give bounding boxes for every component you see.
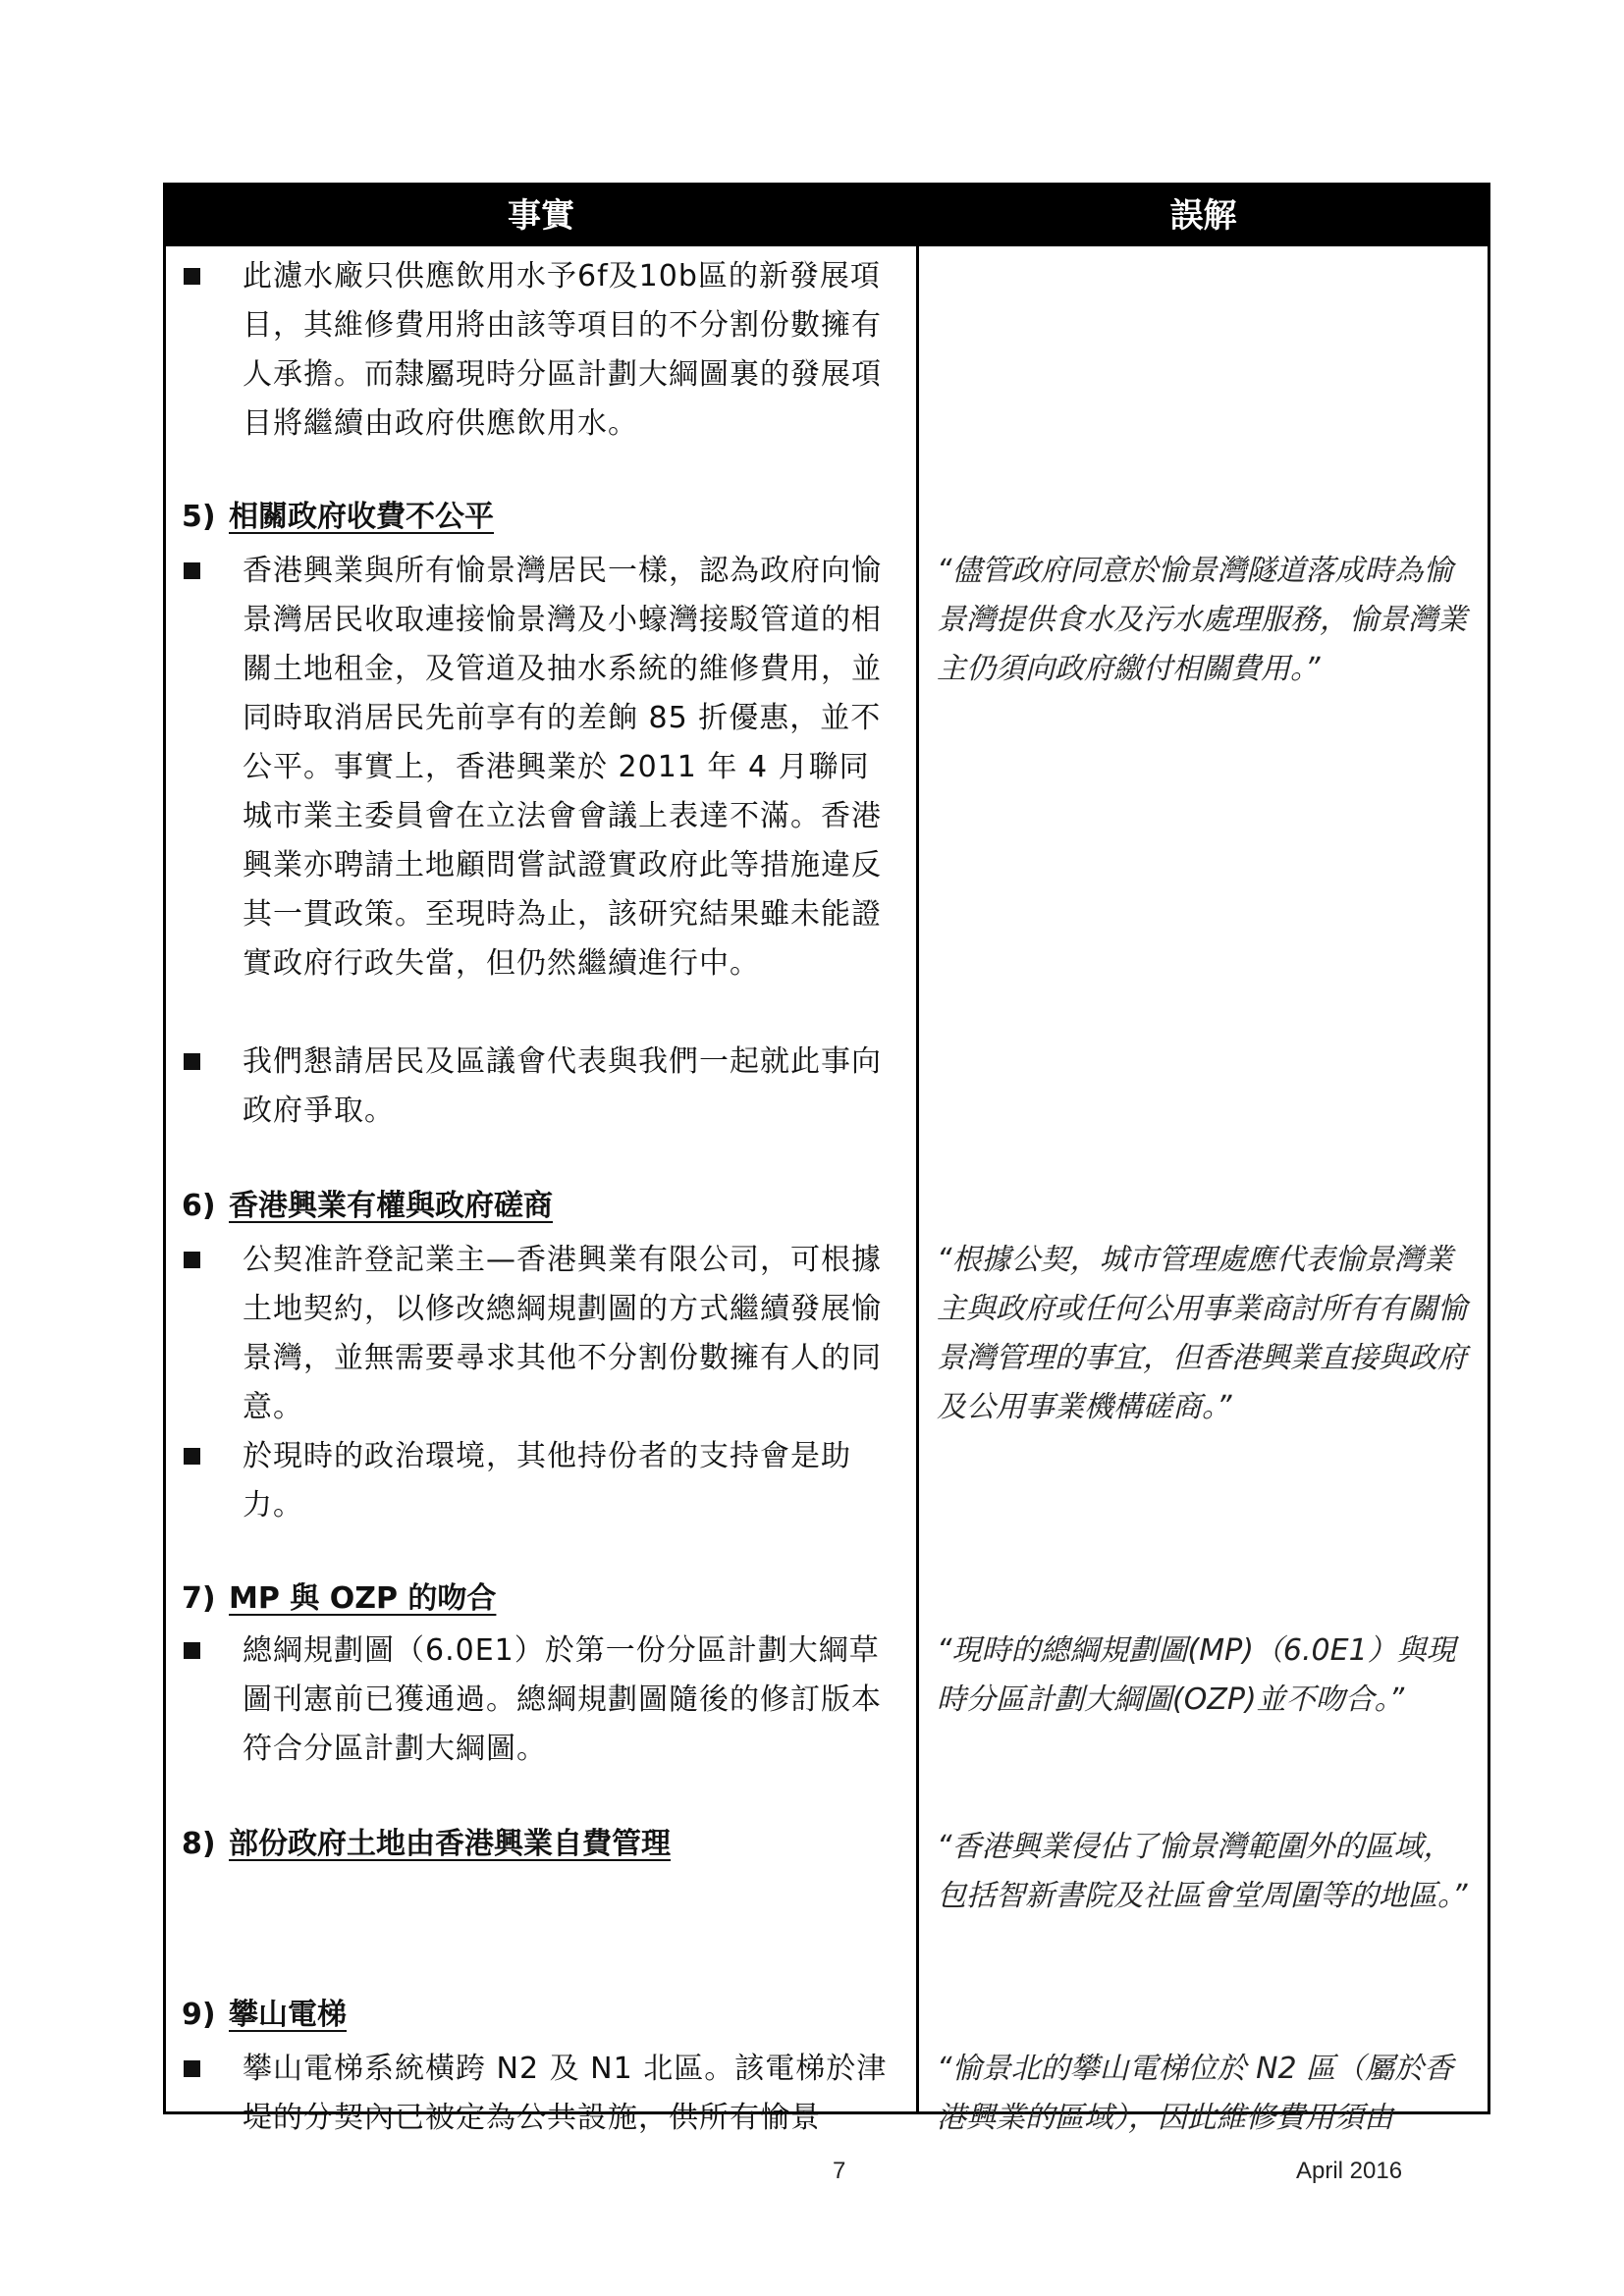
section-title: 香港興業有權與政府磋商 [229,1189,553,1223]
section-number: 5) [182,500,216,534]
section-number: 7) [182,1581,216,1616]
fact-text: 攀山電梯系統橫跨 N2 及 N1 北區。該電梯於津堤的分契內已被定為公共設施，供所有愉景 [243,2052,888,2135]
facts-column-header: 事實 [508,196,574,236]
myth-quote: “儘管政府同意於愉景灣隧道落成時為愉景灣提供食水及污水處理服務，愉景灣業主仍須向政府繳付相關費用。” [937,554,1467,686]
section-number: 6) [182,1189,216,1223]
section-heading [182,496,908,539]
column-divider [916,186,919,2111]
fact-text: 於現時的政治環境，其他持份者的支持會是助力。 [243,1439,851,1522]
square-bullet-icon [184,562,200,579]
list-item [166,1432,916,1530]
section-title: 相關政府收費不公平 [229,500,494,534]
list-item [166,252,916,449]
section-heading [182,1185,908,1228]
fact-text: 此濾水廠只供應飲用水予6f及10b區的新發展項目，其維修費用將由該等項目的不分割份數擁有人承擔。而隸屬現時分區計劃大綱圖裏的發展項目將繼續由政府供應飲用水。 [243,259,882,441]
myths-column-header: 誤解 [1169,196,1237,236]
facts-myths-table [163,183,1490,2135]
square-bullet-icon [184,1252,200,1268]
myth-quote: “愉景北的攀山電梯位於 N2 區（屬於香港興業的區域），因此維修費用須由 [937,2052,1454,2135]
section-heading [182,1823,908,1866]
page-number: 7 [833,2158,846,2184]
square-bullet-icon [184,2060,200,2077]
myth-quote: “現時的總綱規劃圖(MP)（6.0E1）與現時分區計劃大綱圖(OZP)並不吻合。” [937,1633,1456,1717]
myth-quote: “香港興業侵佔了愉景灣範圍外的區域，包括智新書院及社區會堂周圍等的地區。” [937,1830,1468,1913]
footer-date: April 2016 [1296,2158,1403,2184]
list-item [166,1236,916,1432]
list-item [166,1627,916,1774]
fact-text: 公契准許登記業主—香港興業有限公司，可根據土地契約，以修改總綱規劃圖的方式繼續發展愉景灣，並無需要尋求其他不分割份數擁有人的同意。 [243,1243,882,1424]
square-bullet-icon [184,268,200,285]
section-title: 部份政府土地由香港興業自費管理 [229,1827,671,1861]
list-item [166,2045,916,2143]
section-number: 9) [182,1998,216,2032]
myth-quote: “根據公契，城市管理處應代表愉景灣業主與政府或任何公用事業商討所有有關愉景灣管理的事宜，但香港興業直接與政府及公用事業機構磋商。” [937,1243,1467,1424]
section-title: MP 與 OZP 的吻合 [229,1581,497,1616]
square-bullet-icon [184,1642,200,1659]
square-bullet-icon [184,1053,200,1070]
square-bullet-icon [184,1448,200,1465]
table-header [166,186,1488,246]
fact-text: 香港興業與所有愉景灣居民一樣，認為政府向愉景灣居民收取連接愉景灣及小蠔灣接駁管道的相關土地租金，及管道及抽水系統的維修費用，並同時取消居民先前享有的差餉 85 折優惠，並不公平。事實上，香港興業於 2011 年 4 月聯同城市業主委員會在立法會會議上表達不滿。香港興業亦聘請土地顧問嘗試證實政府此等措施違反其一貫政策。至現時為止，該研究結果雖未能證實政府行政失當，但仍然繼續進行中。 [243,554,882,981]
list-item [166,1038,916,1136]
section-heading [182,1994,908,2037]
fact-text: 總綱規劃圖（6.0E1）於第一份分區計劃大綱草圖刊憲前已獲通過。總綱規劃圖隨後的修訂版本符合分區計劃大綱圖。 [243,1633,882,1766]
section-heading [182,1577,908,1621]
section-number: 8) [182,1827,216,1861]
fact-text: 我們懇請居民及區議會代表與我們一起就此事向政府爭取。 [243,1044,882,1128]
section-title: 攀山電梯 [229,1998,347,2032]
list-item [166,547,916,1038]
